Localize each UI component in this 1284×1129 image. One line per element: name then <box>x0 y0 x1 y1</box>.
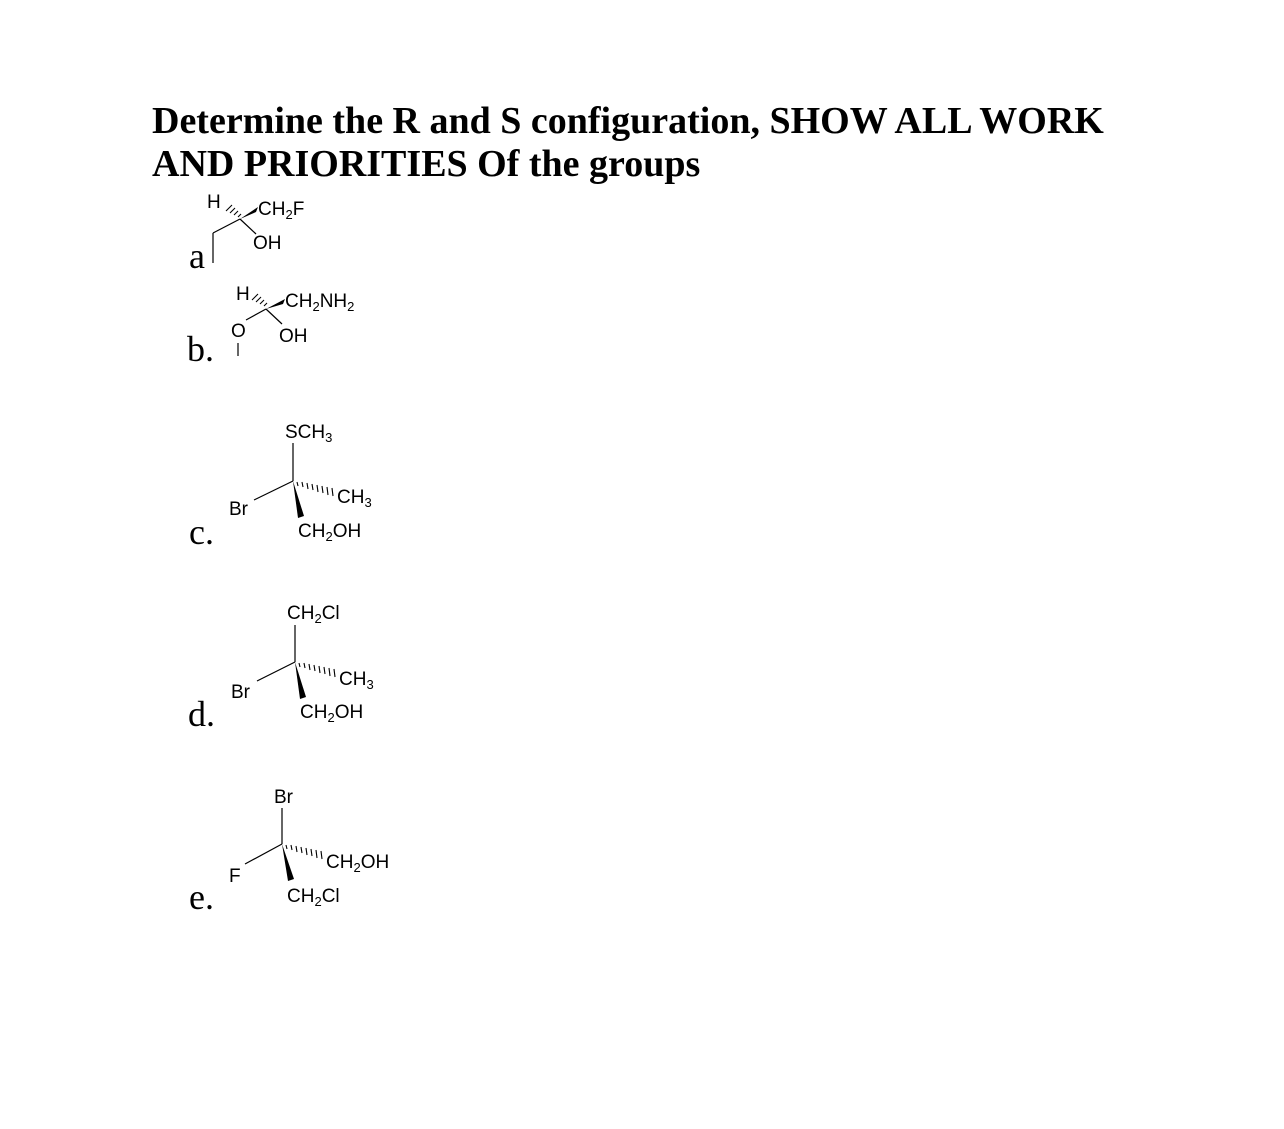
problem-a <box>189 192 304 276</box>
bond <box>246 309 266 320</box>
wedge-bond <box>266 299 285 309</box>
atom-label: $CH_2OH$ <box>300 702 364 725</box>
molecule-a <box>207 192 304 263</box>
atom-label: $CH_3$ <box>337 487 372 510</box>
atom-label: Br <box>231 682 250 703</box>
hashed-bond <box>297 482 333 496</box>
problem-e-label: e. <box>189 877 214 917</box>
atom-label: $CH_2Cl$ <box>287 886 340 909</box>
problem-d <box>188 603 374 734</box>
atom-label: Br <box>229 499 248 520</box>
atom-label: $CH_2OH$ <box>326 852 390 875</box>
problem-d-label: d. <box>188 694 215 734</box>
problem-b-label: b. <box>187 329 214 369</box>
molecule-b <box>231 284 354 356</box>
atom-label: $CH_2OH$ <box>298 521 362 544</box>
molecule-c <box>229 422 372 544</box>
bond <box>257 662 295 681</box>
hashed-bond <box>299 663 335 677</box>
atom-label: Br <box>274 787 293 808</box>
atom-label: H <box>207 192 221 213</box>
problem-a-label: a <box>189 236 205 276</box>
title-line-1: Determine the R and S configuration, SHOW ALL WORK <box>152 100 1104 142</box>
title-line-2: AND PRIORITIES Of the groups <box>152 143 701 185</box>
atom-label: $SCH_3$ <box>285 422 333 445</box>
problem-b <box>187 284 354 369</box>
molecule-d <box>231 603 374 725</box>
atom-label: OH <box>253 233 282 254</box>
problem-c <box>189 422 372 552</box>
molecule-e <box>229 787 389 909</box>
atom-label: $CH_2NH_2$ <box>285 291 355 314</box>
atom-label: H <box>236 284 250 305</box>
atom-label: $CH_2Cl$ <box>287 603 340 626</box>
bond <box>240 219 256 234</box>
wedge-bond <box>240 207 258 219</box>
atom-label: OH <box>279 326 308 347</box>
hashed-bond <box>226 205 241 217</box>
bond <box>266 309 282 324</box>
atom-label: $CH_2F$ <box>258 199 305 222</box>
problem-c-label: c. <box>189 512 214 552</box>
problem-e <box>189 787 389 917</box>
hashed-bond <box>286 845 322 859</box>
atom-label: $CH_3$ <box>339 669 374 692</box>
bond <box>254 481 293 500</box>
bond <box>245 844 282 864</box>
hashed-bond <box>252 294 267 306</box>
atom-label: O <box>231 321 246 342</box>
bond <box>213 219 240 233</box>
atom-label: F <box>229 866 241 887</box>
